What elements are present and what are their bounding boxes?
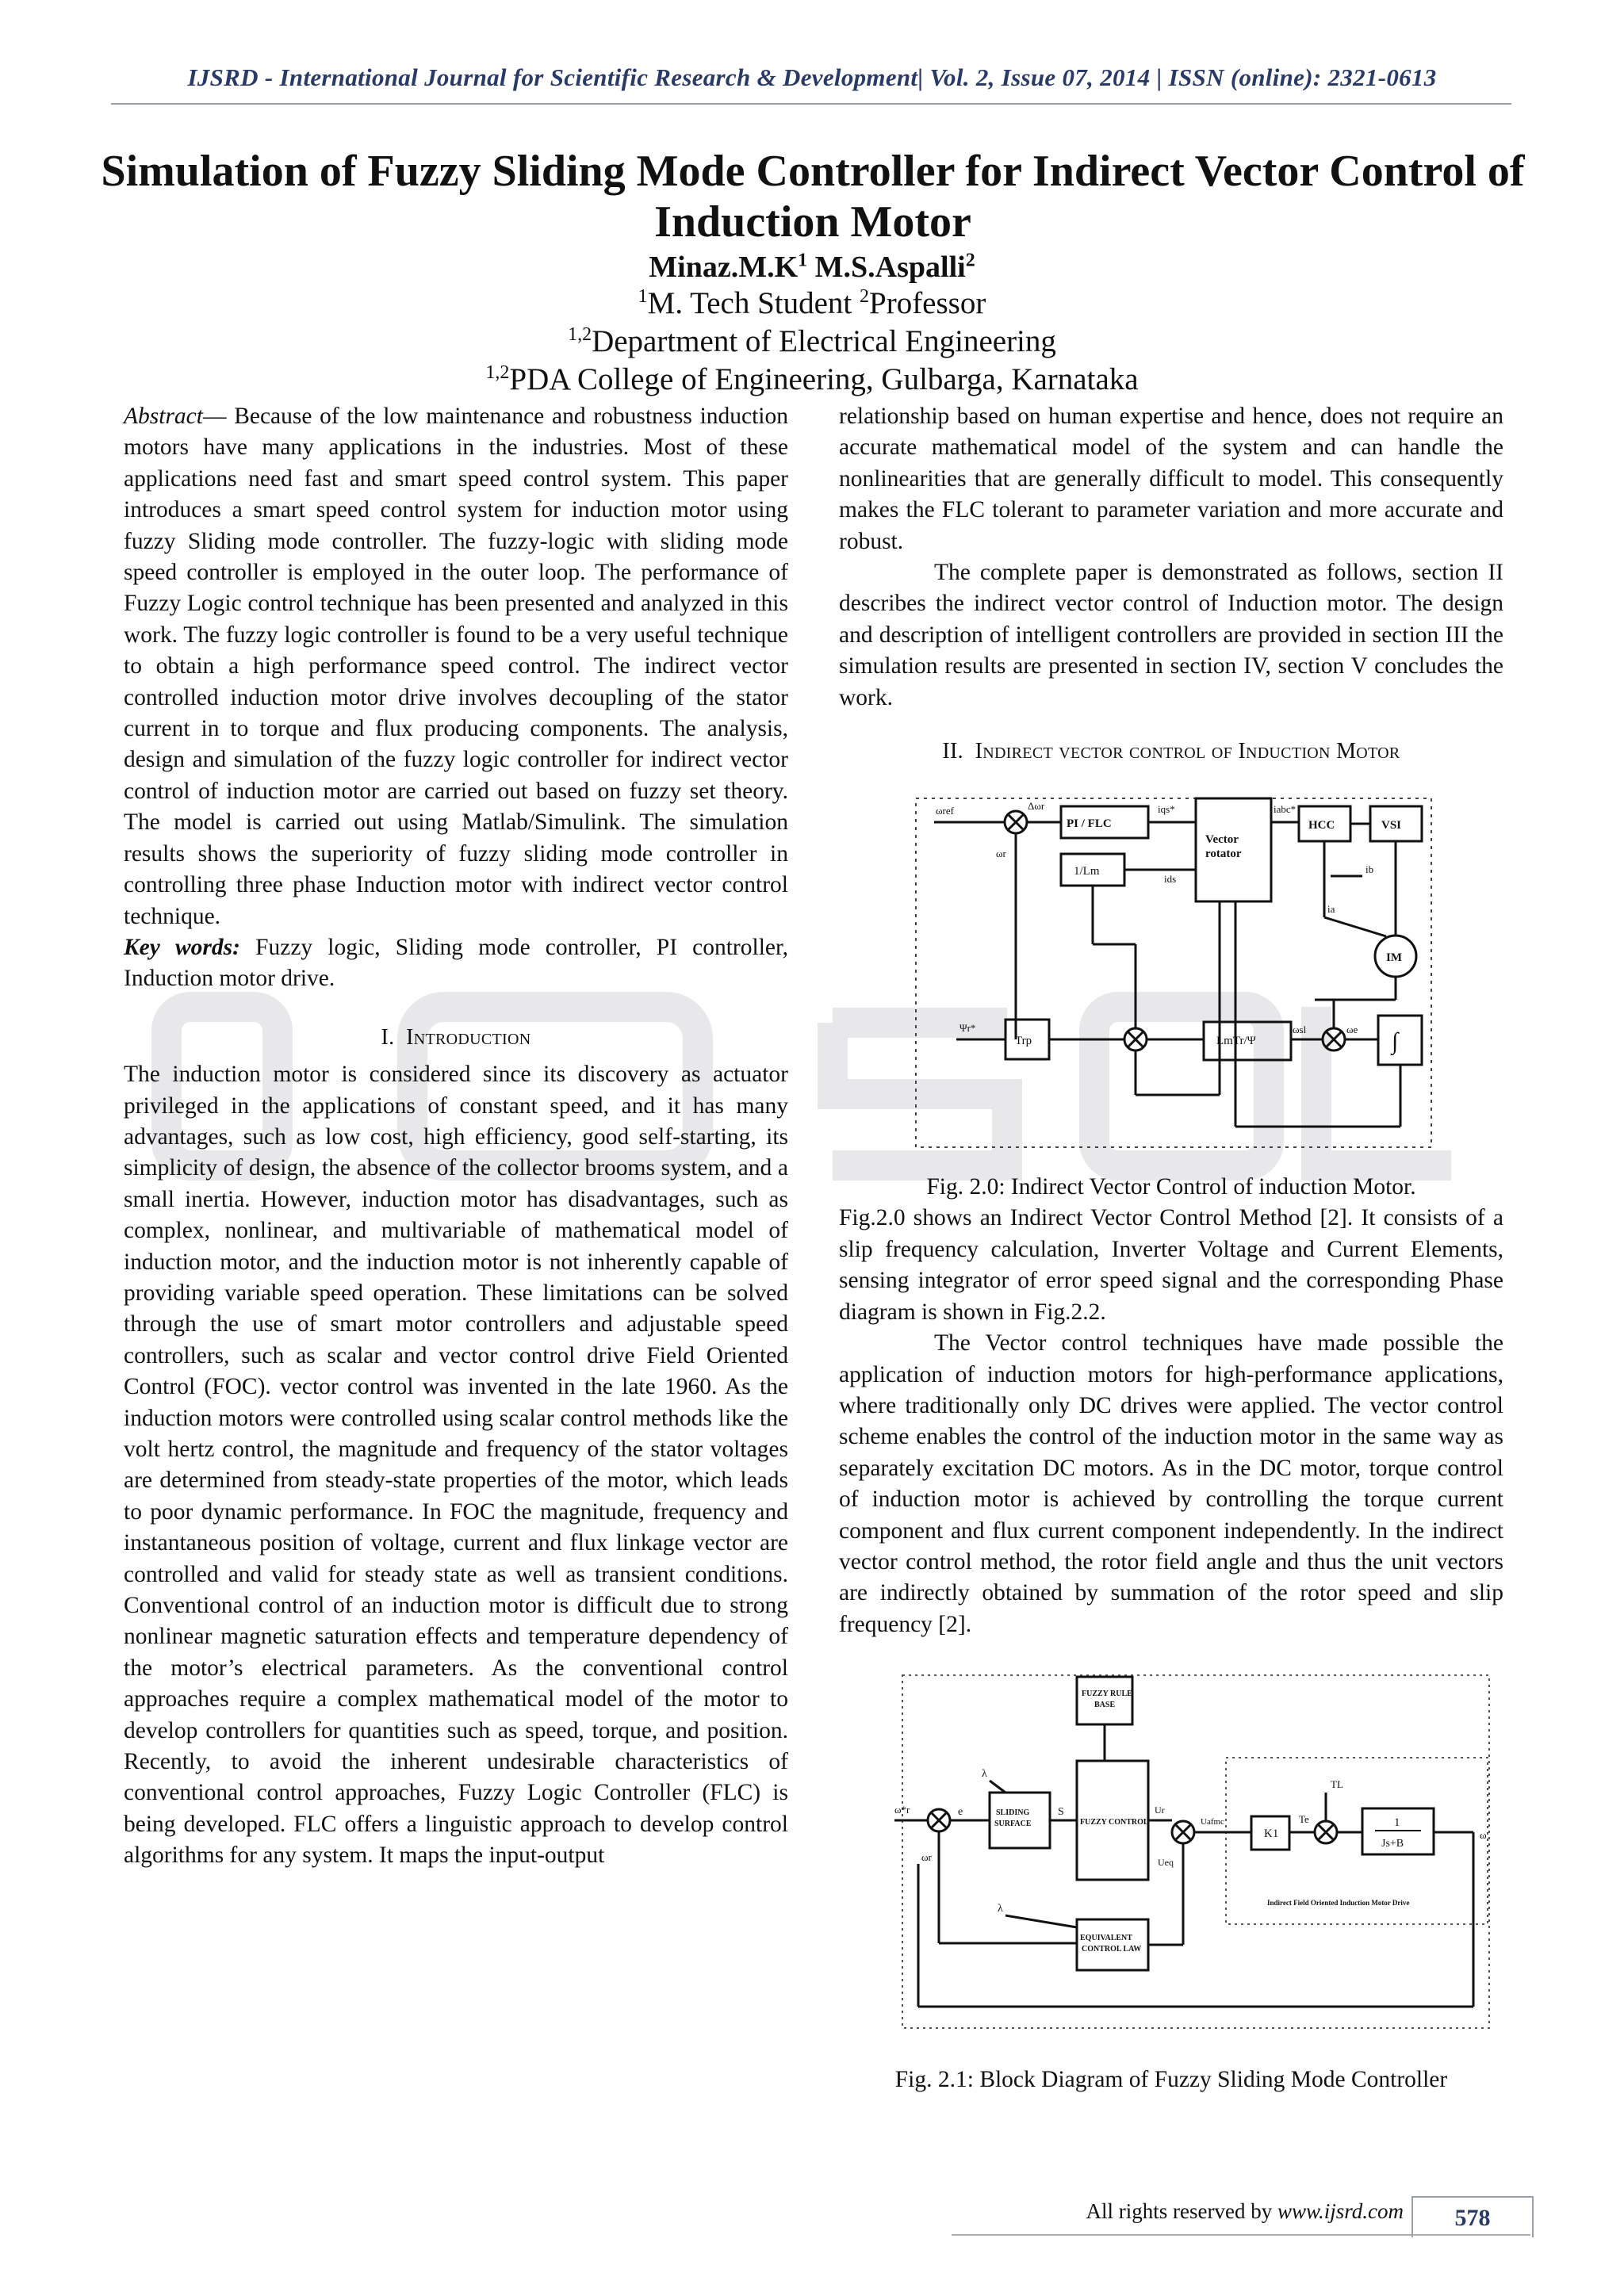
section-1-heading (124, 1022, 788, 1053)
fuzzy-control-block: FUZZY CONTROL (1080, 1818, 1149, 1827)
aff-sup: 1,2 (568, 324, 592, 345)
footer-rights-text: All rights reserved by (1086, 2199, 1277, 2223)
induction-motor-symbol: IM (1386, 951, 1402, 965)
author-line (0, 249, 1624, 285)
affiliation-department (0, 323, 1624, 360)
right-column (839, 401, 1503, 2095)
affiliation-roles (0, 285, 1624, 322)
page-number: 578 (1411, 2196, 1534, 2237)
fig-2-1-caption: Fig. 2.1: Block Diagram of Fuzzy Sliding Mode Controller (894, 2067, 1448, 2093)
author-1-sup: 1 (798, 250, 808, 271)
section-2-title: Indirect vector control of Induction Motor (975, 739, 1400, 764)
iabc-label: iabc* (1274, 803, 1297, 816)
abstract (124, 401, 788, 932)
equivalent-control-block-2: CONTROL LAW (1082, 1945, 1142, 1954)
delta-omega-label: Δωr (1028, 800, 1045, 813)
ib-label: ib (1365, 863, 1374, 876)
fuzzy-rule-base-block-2: BASE (1094, 1701, 1116, 1710)
iqs-label: iqs* (1158, 803, 1175, 816)
omega-r-label: ωr (996, 848, 1006, 860)
transfer-denominator: Js+B (1381, 1838, 1404, 1850)
section-2-number: II. (942, 739, 963, 764)
psi-r-label: Ψr* (959, 1022, 976, 1035)
journal-header: IJSRD - International Journal for Scientific Research & Development| Vol. 2, Issue 07, 2014 | ISSN (online): 2321-0613 (187, 63, 1437, 91)
s-label: S (1058, 1806, 1064, 1819)
tl-label: TL (1331, 1778, 1343, 1791)
keywords (124, 932, 788, 995)
author-2-sup: 2 (965, 250, 975, 271)
lambda-bottom-label: λ (998, 1903, 1003, 1915)
figure-indirect-vector-control (839, 778, 1503, 1150)
one-over-lm-block: 1/Lm (1074, 865, 1100, 878)
fig-2-0-caption: Fig. 2.0: Indirect Vector Control of induction Motor. (926, 1174, 1416, 1200)
aff-college: PDA College of Engineering, Gulbarga, Karnataka (509, 362, 1139, 396)
e-label: e (958, 1806, 963, 1819)
keywords-label: Key words: (124, 934, 240, 960)
footer-site-link[interactable]: www.ijsrd.com (1277, 2199, 1404, 2223)
lambda-top-label: λ (982, 1768, 987, 1781)
aff-sup: 1,2 (485, 362, 510, 383)
omega-out-label: ω (1480, 1829, 1487, 1842)
aff-department: Department of Electrical Engineering (592, 324, 1056, 358)
hcc-block: HCC (1308, 819, 1335, 832)
trp-block: Trp (1015, 1035, 1032, 1048)
sliding-surface-block: SLIDING (996, 1808, 1030, 1818)
intro-paragraph: The induction motor is considered since its discovery as actuator privileged in the applications of constant speed, and it has many advantages, such as low cost, high efficiency, good self-starting, its simplicity of design, the absence of the collector brooms system, and a small inertia. However, induction motor has disadvantages, such as complex, nonlinear, and multivariable of mathematical model of induction motor, and the induction motor is not inherently capable of providing variable speed operation. These limitations can be solved through the use of smart motor controllers and adjustable speed controllers, such as scalar and vector control drive Field Oriented Control (FOC). vector control was invented in the late 1960. As the induction motors were controlled using scalar control methods like the volt hertz control, the magnitude and frequency of the stator voltages are determined from steady-state properties of the motor, which leads to poor dynamic performance. In FOC the magnitude, frequency and instantaneous position of voltage, current and flux linkage vector are controlled and valid for steady state as well as transient conditions. Conventional control of an induction motor is difficult due to strong nonlinear magnetic saturation effects and temperature dependency of the motor’s electrical parameters. As the conventional control approaches require a complex mathematical model of the motor to develop controllers for quantities such as speed, torque, and position. Recently, to avoid the inherent undesirable characteristics of conventional control approaches, Fuzzy Logic Controller (FLC) is being developed. FLC offers a linguistic approach to develop control algorithms for any system. It maps the input-output (124, 1062, 788, 1869)
figure-fuzzy-sliding-mode-controller (839, 1658, 1503, 2046)
affiliation-college (0, 362, 1624, 398)
footer-rights (952, 2199, 1404, 2224)
ueq-label: Ueq (1158, 1857, 1174, 1869)
abstract-label: Abstract (124, 404, 203, 429)
paper-organization: The complete paper is demonstrated as follows, section II describes the indirect vector control of Induction motor. The design and description of intelligent controllers are provided in section III the simulation results are presented in section IV, section V concludes the work. (839, 560, 1503, 710)
omega-feedback-label: ωr (921, 1851, 932, 1864)
ids-label: ids (1164, 873, 1177, 886)
omega-ref-label: ωref (936, 805, 954, 817)
vector-control-paragraph: The Vector control techniques have made possible the application of induction motors for high-performance applications, where traditionally only DC drives were applied. The vector control scheme enables the control of the induction motor in the same way as separately excitation DC motors. As in the DC motor, torque control of induction motor is achieved by controlling the torque current component and flux current component independently. In the indirect vector control method, the rotor field angle and thus the unit vectors are indirectly obtained by summation of the rotor speed and slip frequency [2]. (839, 1330, 1503, 1637)
aff-role-2: Professor (869, 286, 986, 320)
equivalent-control-block: EQUIVALENT (1080, 1934, 1132, 1943)
left-column (124, 401, 788, 1872)
section-1-title: Introduction (406, 1024, 531, 1050)
omega-e-label: ωe (1346, 1024, 1358, 1036)
omega-ref-label: ω*r (894, 1804, 910, 1816)
drive-label: Indirect Field Oriented Induction Motor Drive (1267, 1899, 1410, 1908)
author-1: Minaz.M.K (649, 251, 799, 284)
fig-2-0-description: Fig.2.0 shows an Indirect Vector Control Method [2]. It consists of a slip frequency calculation, Inverter Voltage and Current Elements, sensing integrator of error speed signal and the corresponding Phase diagram is shown in Fig.2.2. (839, 1205, 1503, 1325)
fuzzy-rule-base-block: FUZZY RULE (1082, 1689, 1132, 1699)
aff-sup: 1 (638, 286, 648, 307)
sliding-surface-block-2: SURFACE (994, 1820, 1032, 1829)
ur-label: Ur (1155, 1804, 1165, 1816)
pi-flc-block: PI / FLC (1067, 817, 1112, 831)
vector-rotator-label-2: rotator (1205, 848, 1242, 861)
intro-paragraph-cont: relationship based on human expertise and hence, does not require an accurate mathematical model of the system and can handle the nonlinearities that are generally difficult to model. This consequently makes the FLC tolerant to parameter variation and more accurate and robust. (839, 404, 1503, 554)
k1-gain-block: K1 (1264, 1827, 1279, 1841)
vector-rotator-label: Vector (1205, 833, 1239, 847)
header-divider (111, 103, 1511, 105)
transfer-numerator: 1 (1394, 1816, 1400, 1830)
section-2-heading (839, 736, 1503, 767)
paper-title: Simulation of Fuzzy Sliding Mode Controller for Indirect Vector Control of Induction Motor (101, 147, 1525, 247)
omega-sl-label: ωsl (1293, 1024, 1307, 1036)
integrator-block: ∫ (1392, 1028, 1399, 1055)
author-2: M.S.Aspalli (814, 251, 966, 284)
aff-role-1: M. Tech Student (647, 286, 860, 320)
uafmc-label: Uafmc (1201, 1817, 1224, 1827)
section-1-number: I. (381, 1024, 395, 1050)
ia-label: ia (1327, 903, 1335, 916)
aff-sup: 2 (860, 286, 870, 307)
vsi-block: VSI (1381, 819, 1402, 832)
te-label: Te (1299, 1813, 1309, 1826)
lm-tr-psi-block: LmTr/Ψ (1216, 1035, 1256, 1048)
keywords-text: Fuzzy logic, Sliding mode controller, PI controller, Induction motor drive. (124, 934, 789, 992)
abstract-text: — Because of the low maintenance and robustness induction motors have many applications in the industries. Most of these applications need fast and smart speed control system. This paper introduces a smart speed control system for induction motor using fuzzy Sliding mode controller. The fuzzy-logic with sliding mode speed controller is employed in the outer loop. The performance of Fuzzy Logic control technique has been presented and analyzed in this work. The fuzzy logic controller is found to be a very useful technique to obtain a high performance speed control. The indirect vector controlled induction motor drive involves decoupling of the stator current in to torque and flux producing components. The analysis, design and simulation of the fuzzy logic controller for indirect vector control of induction motor are carried out based on fuzzy set theory. The model is carried out using Matlab/Simulink. The simulation results shows the superiority of fuzzy sliding mode controller in controlling three phase Induction motor with indirect vector control technique. (124, 404, 788, 929)
